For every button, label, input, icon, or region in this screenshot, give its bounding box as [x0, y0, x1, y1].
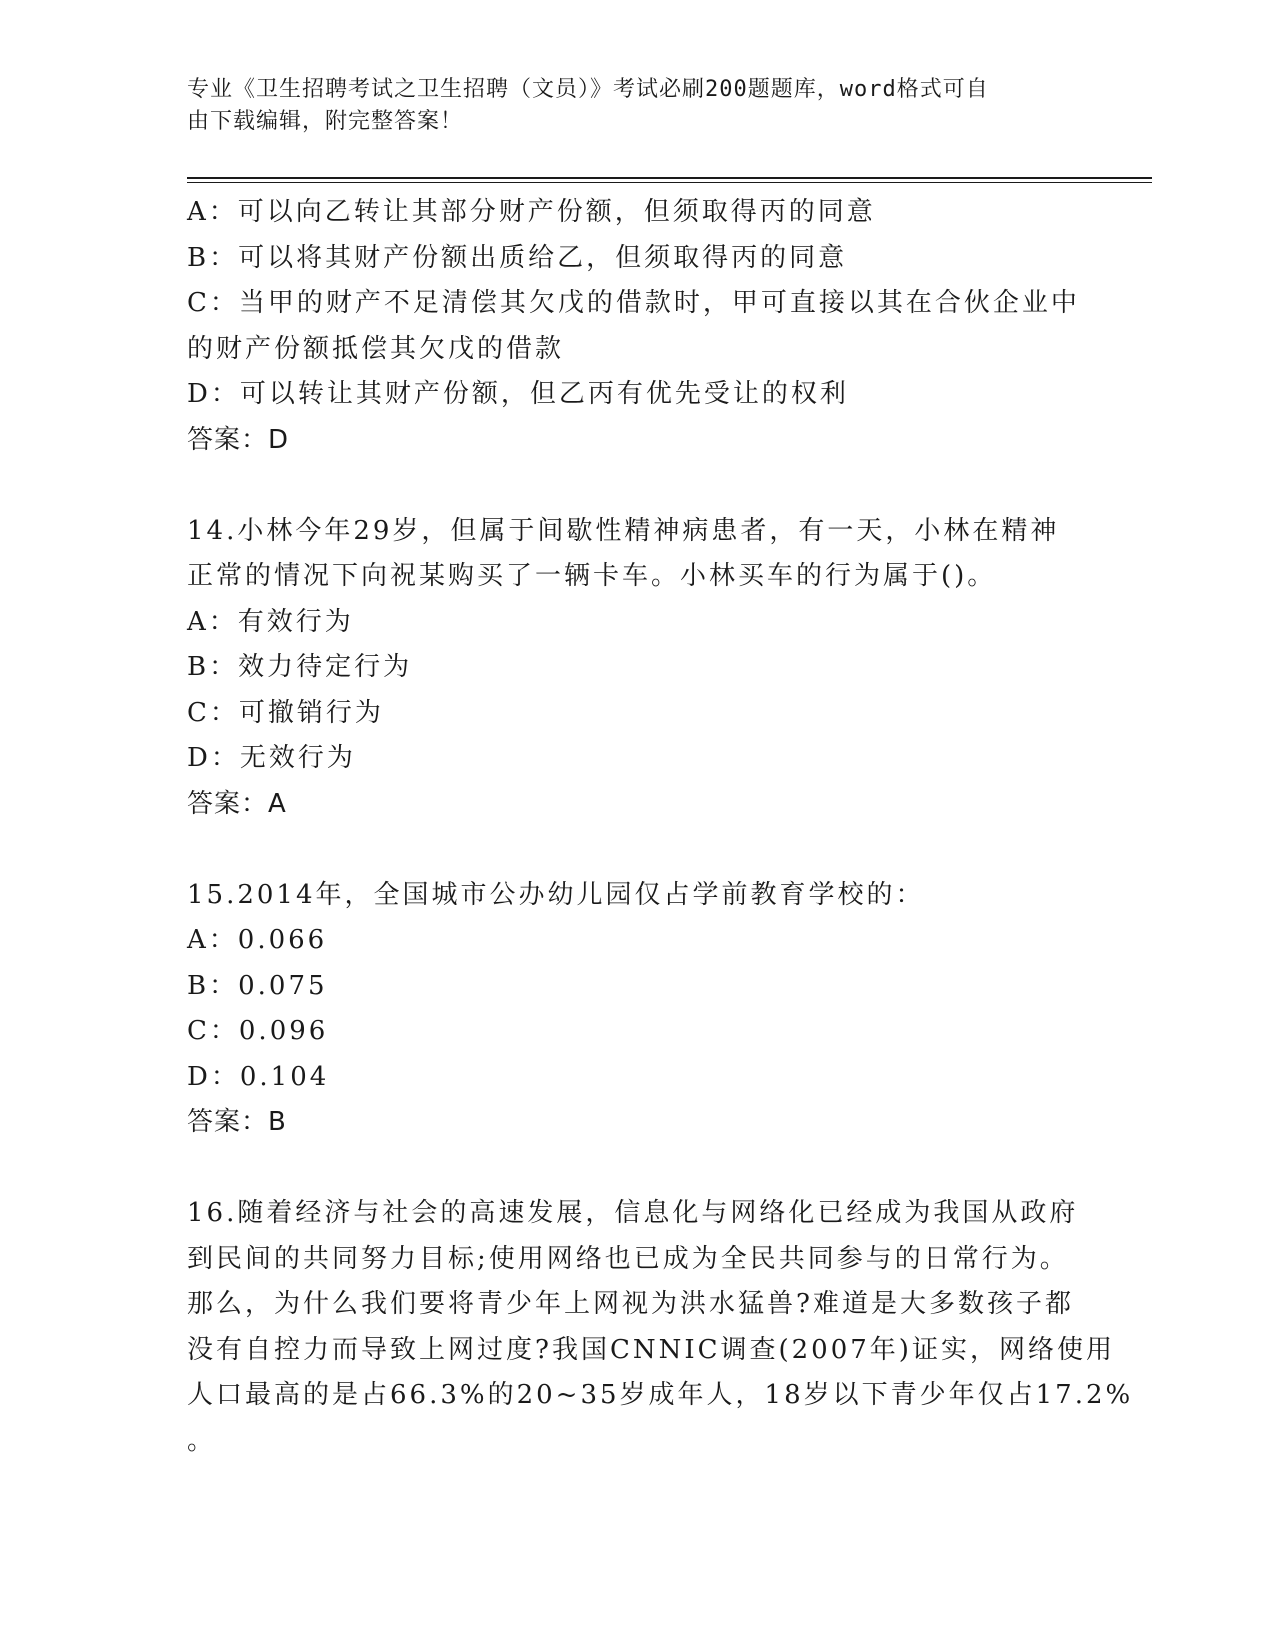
question-16-stem-line-4: 没有自控力而导致上网过度?我国CNNIC调查(2007年)证实，网络使用 [187, 1334, 1115, 1365]
question-14 [187, 509, 1087, 782]
question-15-stem-line-1: 15.2014年，全国城市公办幼儿园仅占学前教育学校的： [187, 879, 925, 910]
question-16-stem-line-5: 人口最高的是占66.3%的20~35岁成年人，18岁以下青少年仅占17.2% [187, 1380, 1134, 1410]
option-c: C：当甲的财产不足清偿其欠戊的借款时，甲可直接以其在合伙企业中 [187, 288, 1080, 318]
question-16 [187, 1191, 1134, 1464]
spacer [187, 827, 1087, 873]
option-c-continued: 的财产份额抵偿其欠戊的借款 [187, 333, 565, 364]
header-divider-thin [187, 182, 1152, 183]
option-c: C：可撤销行为 [187, 697, 384, 728]
option-c: C：0.096 [187, 1016, 329, 1046]
header-line-2: 由下载编辑，附完整答案！ [187, 109, 464, 134]
option-b: B：效力待定行为 [187, 652, 413, 682]
option-a: A：有效行为 [187, 606, 354, 637]
question-13-options [187, 190, 1087, 418]
header-divider-thick [187, 177, 1152, 179]
answer-14: 答案：A [187, 788, 287, 819]
question-content [187, 190, 1134, 1464]
question-16-stem-line-3: 那么，为什么我们要将青少年上网视为洪水猛兽?难道是大多数孩子都 [187, 1289, 1074, 1319]
option-a: A：可以向乙转让其部分财产份额，但须取得丙的同意 [187, 197, 876, 227]
question-15 [187, 873, 1087, 1101]
question-16-stem-line-1: 16.随着经济与社会的高速发展，信息化与网络化已经成为我国从政府 [187, 1198, 1079, 1228]
option-d: D：无效行为 [187, 743, 356, 773]
question-14-stem-line-2: 正常的情况下向祝某购买了一辆卡车。小林买车的行为属于()。 [187, 561, 997, 591]
document-header [187, 74, 1067, 138]
answer-15: 答案：B [187, 1107, 287, 1137]
spacer [187, 1146, 1087, 1192]
option-b: B：0.075 [187, 970, 328, 1001]
question-14-stem-line-1: 14.小林今年29岁，但属于间歇性精神病患者，有一天，小林在精神 [187, 515, 1060, 546]
question-16-stem-line-6: 。 [187, 1425, 217, 1456]
spacer [187, 463, 1087, 509]
header-line-1: 专业《卫生招聘考试之卫生招聘（文员）》考试必刷200题题库，word格式可自 [187, 77, 989, 102]
answer-13: 答案：D [187, 424, 290, 455]
option-d: D：0.104 [187, 1061, 330, 1092]
option-a: A：0.066 [187, 925, 328, 955]
option-b: B：可以将其财产份额出质给乙，但须取得丙的同意 [187, 242, 848, 273]
option-d: D：可以转让其财产份额，但乙丙有优先受让的权利 [187, 379, 849, 409]
question-16-stem-line-2: 到民间的共同努力目标;使用网络也已成为全民共同参与的日常行为。 [187, 1243, 1069, 1274]
